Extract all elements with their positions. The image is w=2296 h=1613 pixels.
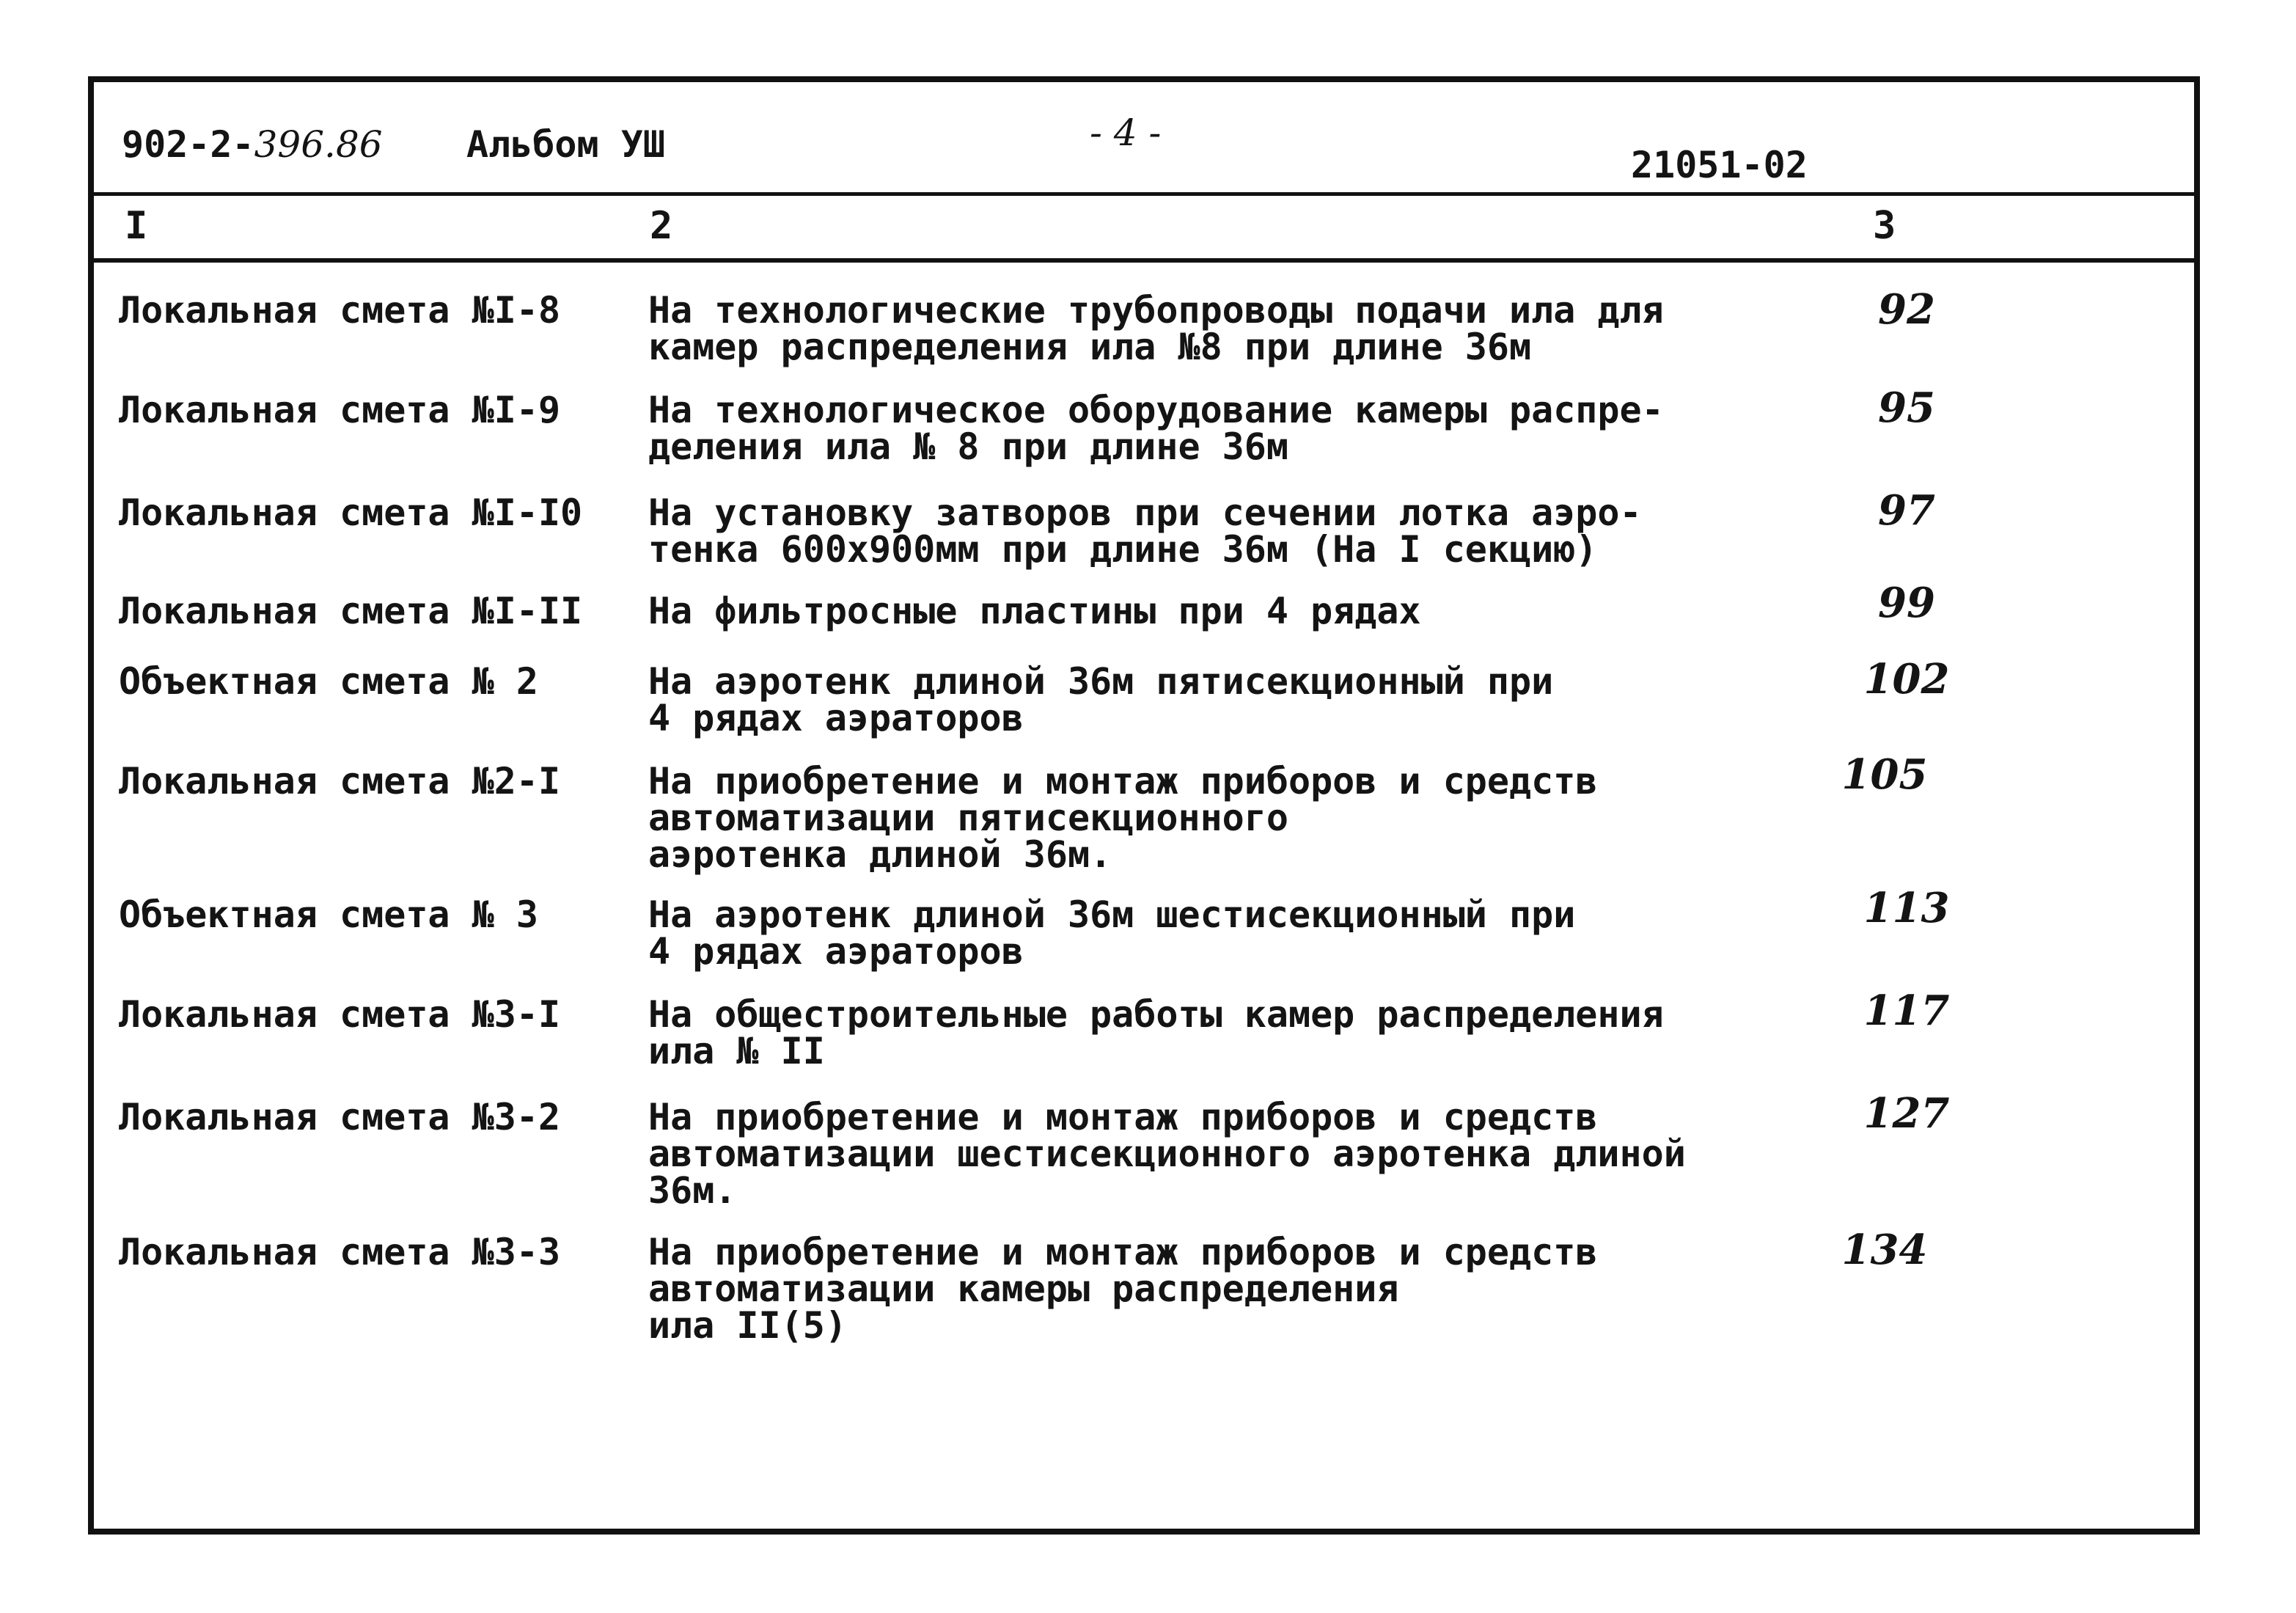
column-header-3: 3 xyxy=(1873,204,1896,248)
page-number: - 4 - xyxy=(1090,111,1162,154)
page-ref: 95 xyxy=(1878,384,1935,432)
page-ref: 113 xyxy=(1863,884,1950,932)
estimate-name: Локальная смета №2-I xyxy=(119,760,561,802)
estimate-name: Локальная смета №3-2 xyxy=(119,1096,561,1138)
page-ref: 105 xyxy=(1841,750,1928,799)
archive-number: 21051-02 xyxy=(1631,144,1808,186)
estimate-description: На технологическое оборудование камеры распре- деления ила № 8 при длине 36м xyxy=(648,389,1664,468)
estimate-description: На приобретение и монтаж приборов и средств автоматизации шестисекционного аэротенка длиной 36м. xyxy=(648,1096,1686,1212)
estimate-description: На приобретение и монтаж приборов и средств автоматизации камеры распределения ила II(5) xyxy=(648,1231,1598,1347)
column-header-2: 2 xyxy=(650,204,673,248)
doc-number-handwritten: 396.86 xyxy=(254,123,383,166)
estimate-description: На установку затворов при сечении лотка аэро- тенка 600х900мм при длине 36м (На I секцию) xyxy=(648,491,1642,571)
estimate-description: На фильтросные пластины при 4 рядах xyxy=(648,590,1421,632)
page-ref: 117 xyxy=(1863,987,1950,1035)
estimate-description: На аэротенк длиной 36м шестисекционный при 4 рядах аэраторов xyxy=(648,893,1576,973)
column-header-1: I xyxy=(125,204,148,248)
estimate-description: На технологические трубопроводы подачи ила для камер распределения ила №8 при длине 36м xyxy=(648,289,1664,368)
page-ref: 102 xyxy=(1863,655,1950,703)
estimate-name: Локальная смета №I-9 xyxy=(119,389,561,431)
doc-number-printed: 902-2- xyxy=(122,123,254,166)
estimate-description: На приобретение и монтаж приборов и средств автоматизации пятисекционного аэротенка длиной 36м. xyxy=(648,760,1598,876)
header-rule xyxy=(88,192,2200,196)
estimate-name: Локальная смета №3-3 xyxy=(119,1231,561,1273)
estimate-description: На аэротенк длиной 36м пятисекционный при 4 рядах аэраторов xyxy=(648,660,1554,739)
estimate-name: Локальная смета №3-I xyxy=(119,993,561,1036)
page-ref: 97 xyxy=(1878,486,1935,535)
estimate-name: Объектная смета № 2 xyxy=(119,660,538,703)
album-label: Альбом УШ xyxy=(466,123,665,166)
page-ref: 99 xyxy=(1878,579,1935,627)
columns-rule xyxy=(88,258,2200,263)
doc-number xyxy=(122,123,383,166)
estimate-description: На общестроительные работы камер распределения ила № II xyxy=(648,993,1664,1072)
estimate-name: Объектная смета № 3 xyxy=(119,893,538,936)
estimate-name: Локальная смета №I-I0 xyxy=(119,491,583,534)
page-ref: 127 xyxy=(1863,1089,1950,1138)
page-ref: 92 xyxy=(1878,285,1935,334)
page-ref: 134 xyxy=(1841,1226,1928,1274)
estimate-name: Локальная смета №I-II xyxy=(119,590,583,632)
estimate-name: Локальная смета №I-8 xyxy=(119,289,561,332)
